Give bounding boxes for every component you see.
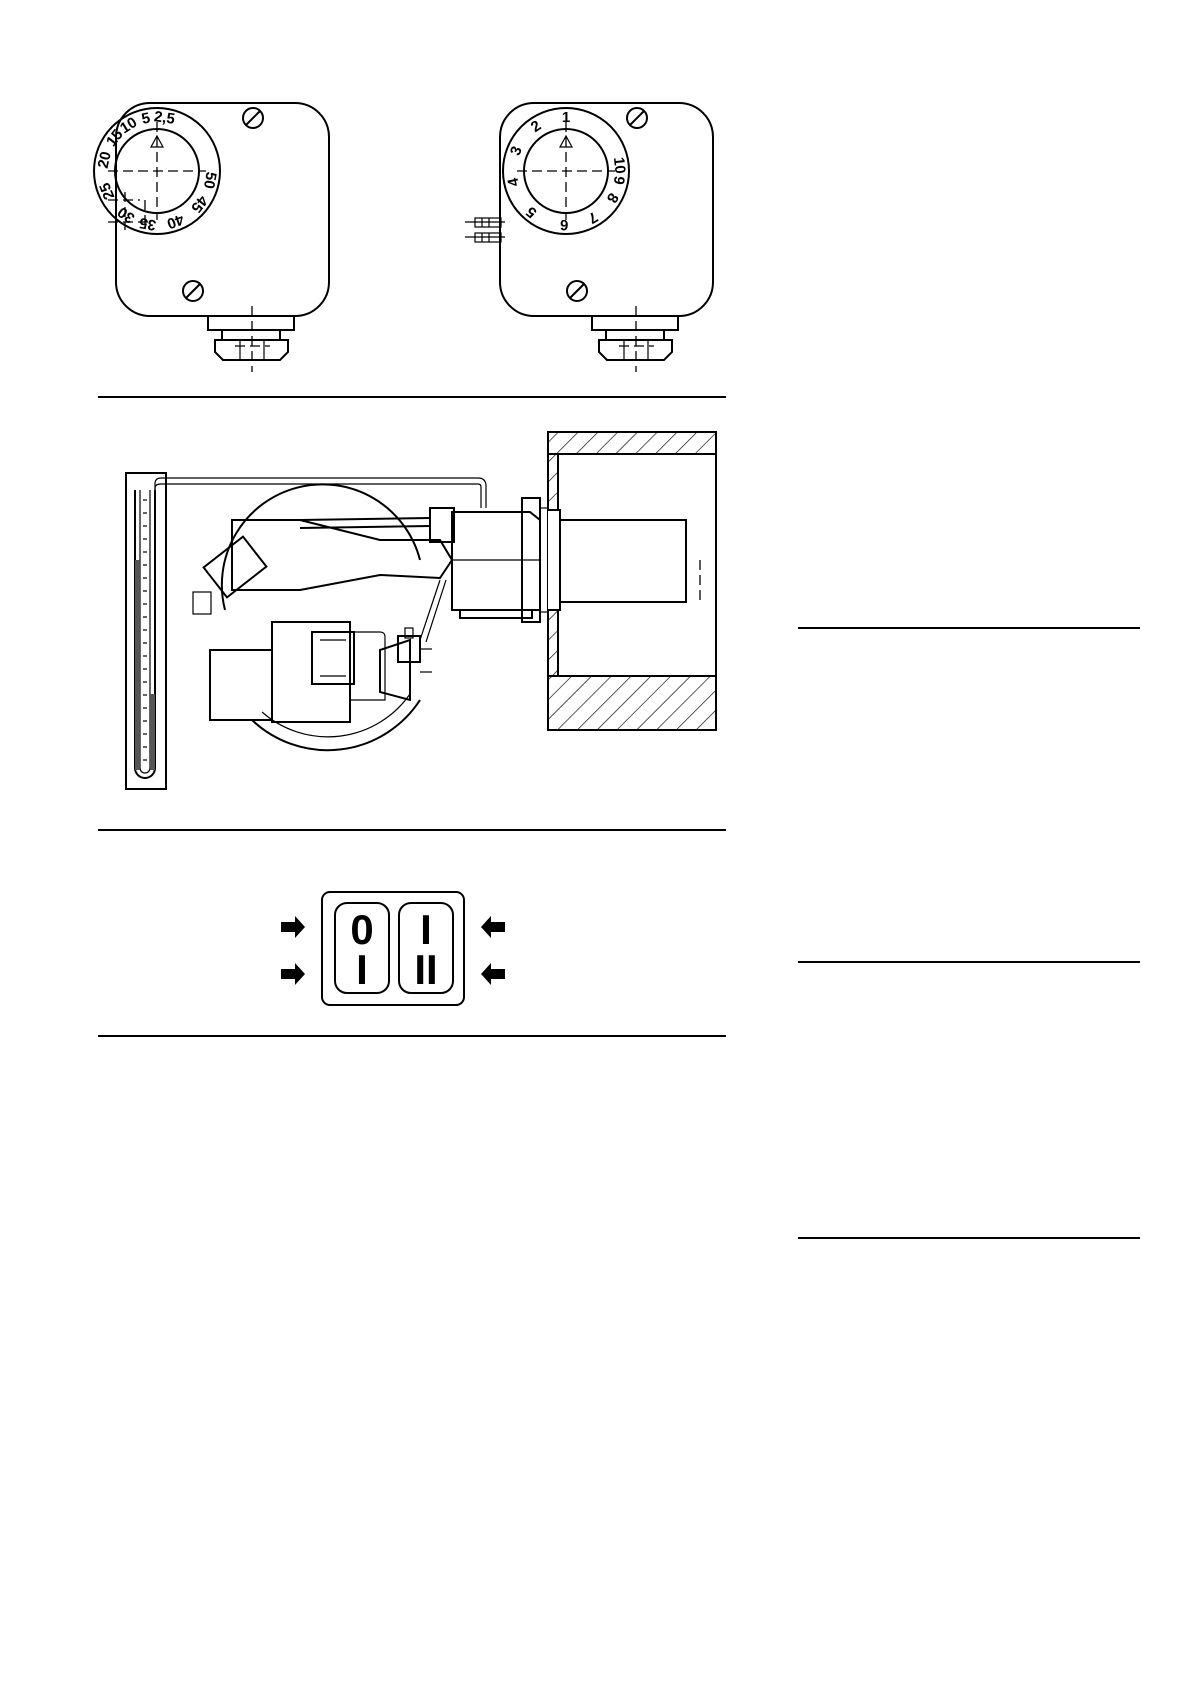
dial-scale-label: 10 bbox=[117, 113, 141, 138]
burner-switch-panel bbox=[281, 892, 505, 1005]
dial-scale-label: 40 bbox=[164, 210, 187, 233]
plug-connector bbox=[193, 592, 211, 614]
burner-head bbox=[452, 512, 540, 610]
main-switch-on-label: I bbox=[356, 946, 368, 993]
dial-scale-label: 2 bbox=[527, 117, 545, 136]
dial-scale-label: 25 bbox=[96, 180, 119, 202]
connection-flange bbox=[592, 316, 678, 330]
dial-scale-label: 50 bbox=[199, 170, 220, 191]
dial-scale-label: 35 bbox=[137, 213, 158, 234]
dial-scale-label: 30 bbox=[114, 203, 138, 227]
air-damper-actuator bbox=[204, 537, 267, 598]
dial-scale-label: 5 bbox=[522, 202, 541, 222]
pressure-switch-right bbox=[465, 103, 713, 372]
dial-scale-label: 10 bbox=[609, 156, 629, 175]
dial-scale-label: 7 bbox=[584, 207, 601, 227]
dial-scale-label: 15 bbox=[102, 126, 127, 150]
arrow-left-icon bbox=[481, 963, 505, 985]
manometer-board bbox=[126, 473, 166, 789]
blast-tube bbox=[560, 520, 686, 602]
main-switch-off-label: 0 bbox=[350, 906, 374, 953]
boiler-wall bbox=[548, 432, 716, 730]
fan-housing-bottom bbox=[252, 700, 420, 750]
ignition-box bbox=[430, 508, 454, 542]
dial-scale-label: 5 bbox=[140, 109, 152, 128]
panel-frame bbox=[322, 892, 464, 1005]
arrow-right-icon bbox=[281, 963, 305, 985]
liquid-column-right bbox=[150, 694, 155, 770]
dial-scale-label: 3 bbox=[506, 143, 526, 159]
dial-scale-label: 9 bbox=[609, 174, 628, 186]
dial-scale-label: 2,5 bbox=[152, 108, 176, 128]
dial-scale-label: 20 bbox=[94, 149, 115, 170]
gas-valve bbox=[210, 650, 272, 720]
liquid-column-left bbox=[135, 560, 140, 770]
stage-switch-stage1-label: I bbox=[420, 906, 432, 953]
dial-scale-label: 4 bbox=[504, 176, 523, 188]
arrow-right-icon bbox=[281, 916, 305, 938]
dial-scale-label: 8 bbox=[602, 189, 622, 206]
wall-top bbox=[548, 432, 716, 454]
arrow-left-icon bbox=[481, 916, 505, 938]
gas-burner bbox=[193, 484, 548, 750]
pressure-switch-left bbox=[94, 103, 329, 372]
dial-scale-label: 1 bbox=[561, 109, 571, 126]
measuring-hose bbox=[155, 478, 486, 508]
wall-bottom bbox=[548, 676, 716, 730]
stage-switch-stage2-label: II bbox=[414, 946, 438, 993]
switch-housing bbox=[116, 103, 329, 316]
dial-scale-label: 6 bbox=[559, 215, 569, 234]
connection-flange bbox=[208, 316, 294, 330]
dial-scale-label: 45 bbox=[187, 192, 212, 216]
